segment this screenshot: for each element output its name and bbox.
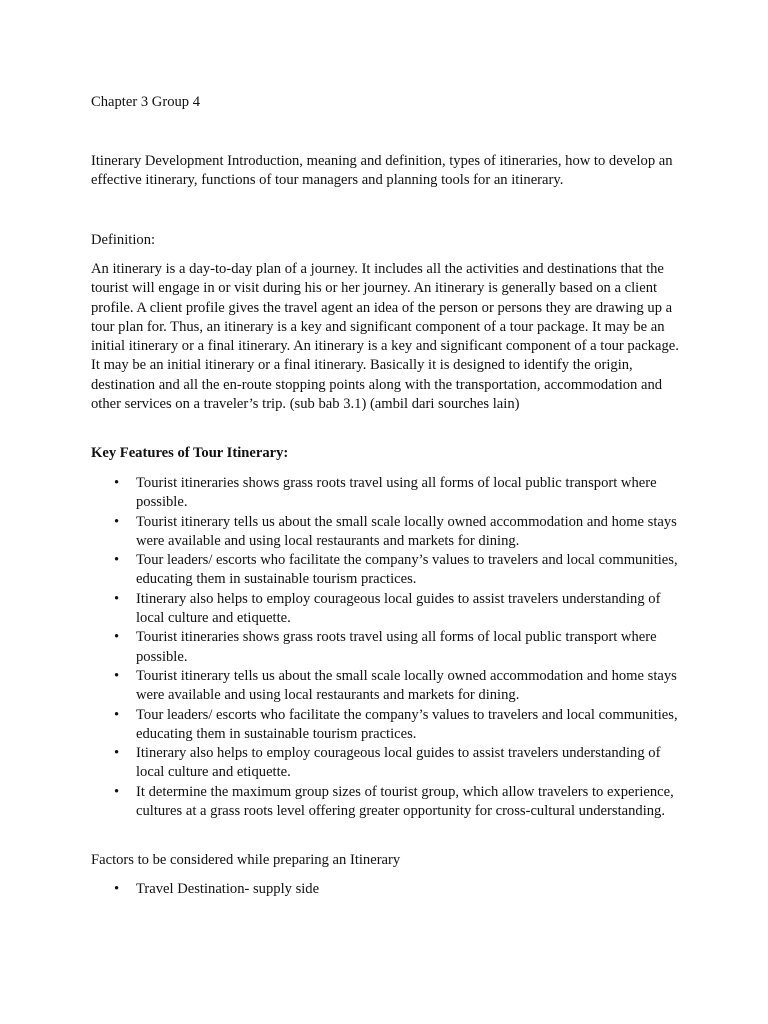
list-item-text: Travel Destination- supply side [136, 881, 320, 897]
list-item-text: Itinerary also helps to employ courageous local guides to assist travelers understanding of local culture and etiquette. [136, 745, 661, 781]
list-item-text: Tourist itinerary tells us about the small scale locally owned accommodation and home stays were available and using local restaurants and markets for dining. [136, 513, 677, 549]
list-item [114, 706, 684, 745]
intro-paragraph: Itinerary Development Introduction, meaning and definition, types of itineraries, how to develop an effective itinerary, functions of tour managers and planning tools for an itinerary. [91, 153, 673, 189]
list-item-text: It determine the maximum group sizes of tourist group, which allow travelers to experience, cultures at a grass roots level offering greater opportunity for cross-cultural understanding. [136, 783, 674, 820]
list-item [114, 880, 684, 899]
bullet-icon: • [114, 552, 120, 569]
bullet-icon: • [114, 783, 120, 800]
factors-heading: Factors to be considered while preparing an Itinerary [91, 852, 401, 868]
list-item [114, 628, 684, 667]
list-item [114, 551, 684, 590]
list-item-text: Tour leaders/ escorts who facilitate the company’s values to travelers and local communities, educating them in sustainable tourism practices. [136, 706, 678, 742]
bullet-icon: • [114, 513, 120, 530]
bullet-icon: • [114, 475, 120, 491]
chapter-title: Chapter 3 Group 4 [91, 94, 201, 110]
bullet-icon: • [114, 667, 120, 684]
definition-paragraph: An itinerary is a day-to-day plan of a journey. It includes all the activities and destinations that the tourist will engage in or visit during his or her journey. An itinerary is generally based on a client profile. A client profile gives the travel agent an idea of the person or persons they are drawing up a tour plan for. Thus, an itinerary is a key and significant component of a tour package. It may be an initial itinerary or a final itinerary. An itinerary is a key and significant component of a tour package. It may be an initial itinerary or a final itinerary. Basically it is designed to identify the origin, destination and all the en-route stopping points along with the transportation, accommodation and other services on a traveler’s trip. (sub bab 3.1) (ambil dari sourches lain) [91, 261, 679, 413]
definition-heading: Definition: [91, 232, 156, 248]
list-item-text: Tourist itinerary tells us about the small scale locally owned accommodation and home stays were available and using local restaurants and markets for dining. [136, 667, 677, 704]
factors-list [114, 880, 684, 899]
list-item [114, 474, 684, 513]
list-item [114, 667, 684, 706]
document-page [91, 93, 691, 897]
key-features-list [114, 474, 684, 821]
list-item [114, 590, 684, 629]
list-item [114, 744, 684, 783]
bullet-icon: • [114, 706, 120, 723]
list-item-text: Tourist itineraries shows grass roots travel using all forms of local public transport where possible. [136, 629, 657, 665]
list-item-text: Itinerary also helps to employ courageous local guides to assist travelers understanding of local culture and etiquette. [136, 590, 661, 627]
list-item [114, 783, 684, 822]
key-features-heading: Key Features of Tour Itinerary: [91, 445, 289, 461]
bullet-icon: • [114, 590, 120, 607]
bullet-icon: • [114, 629, 120, 646]
bullet-icon: • [114, 881, 120, 897]
bullet-icon: • [114, 745, 120, 762]
list-item-text: Tourist itineraries shows grass roots travel using all forms of local public transport where possible. [136, 475, 657, 511]
list-item [114, 513, 684, 552]
list-item-text: Tour leaders/ escorts who facilitate the company’s values to travelers and local communities, educating them in sustainable tourism practices. [136, 552, 678, 588]
